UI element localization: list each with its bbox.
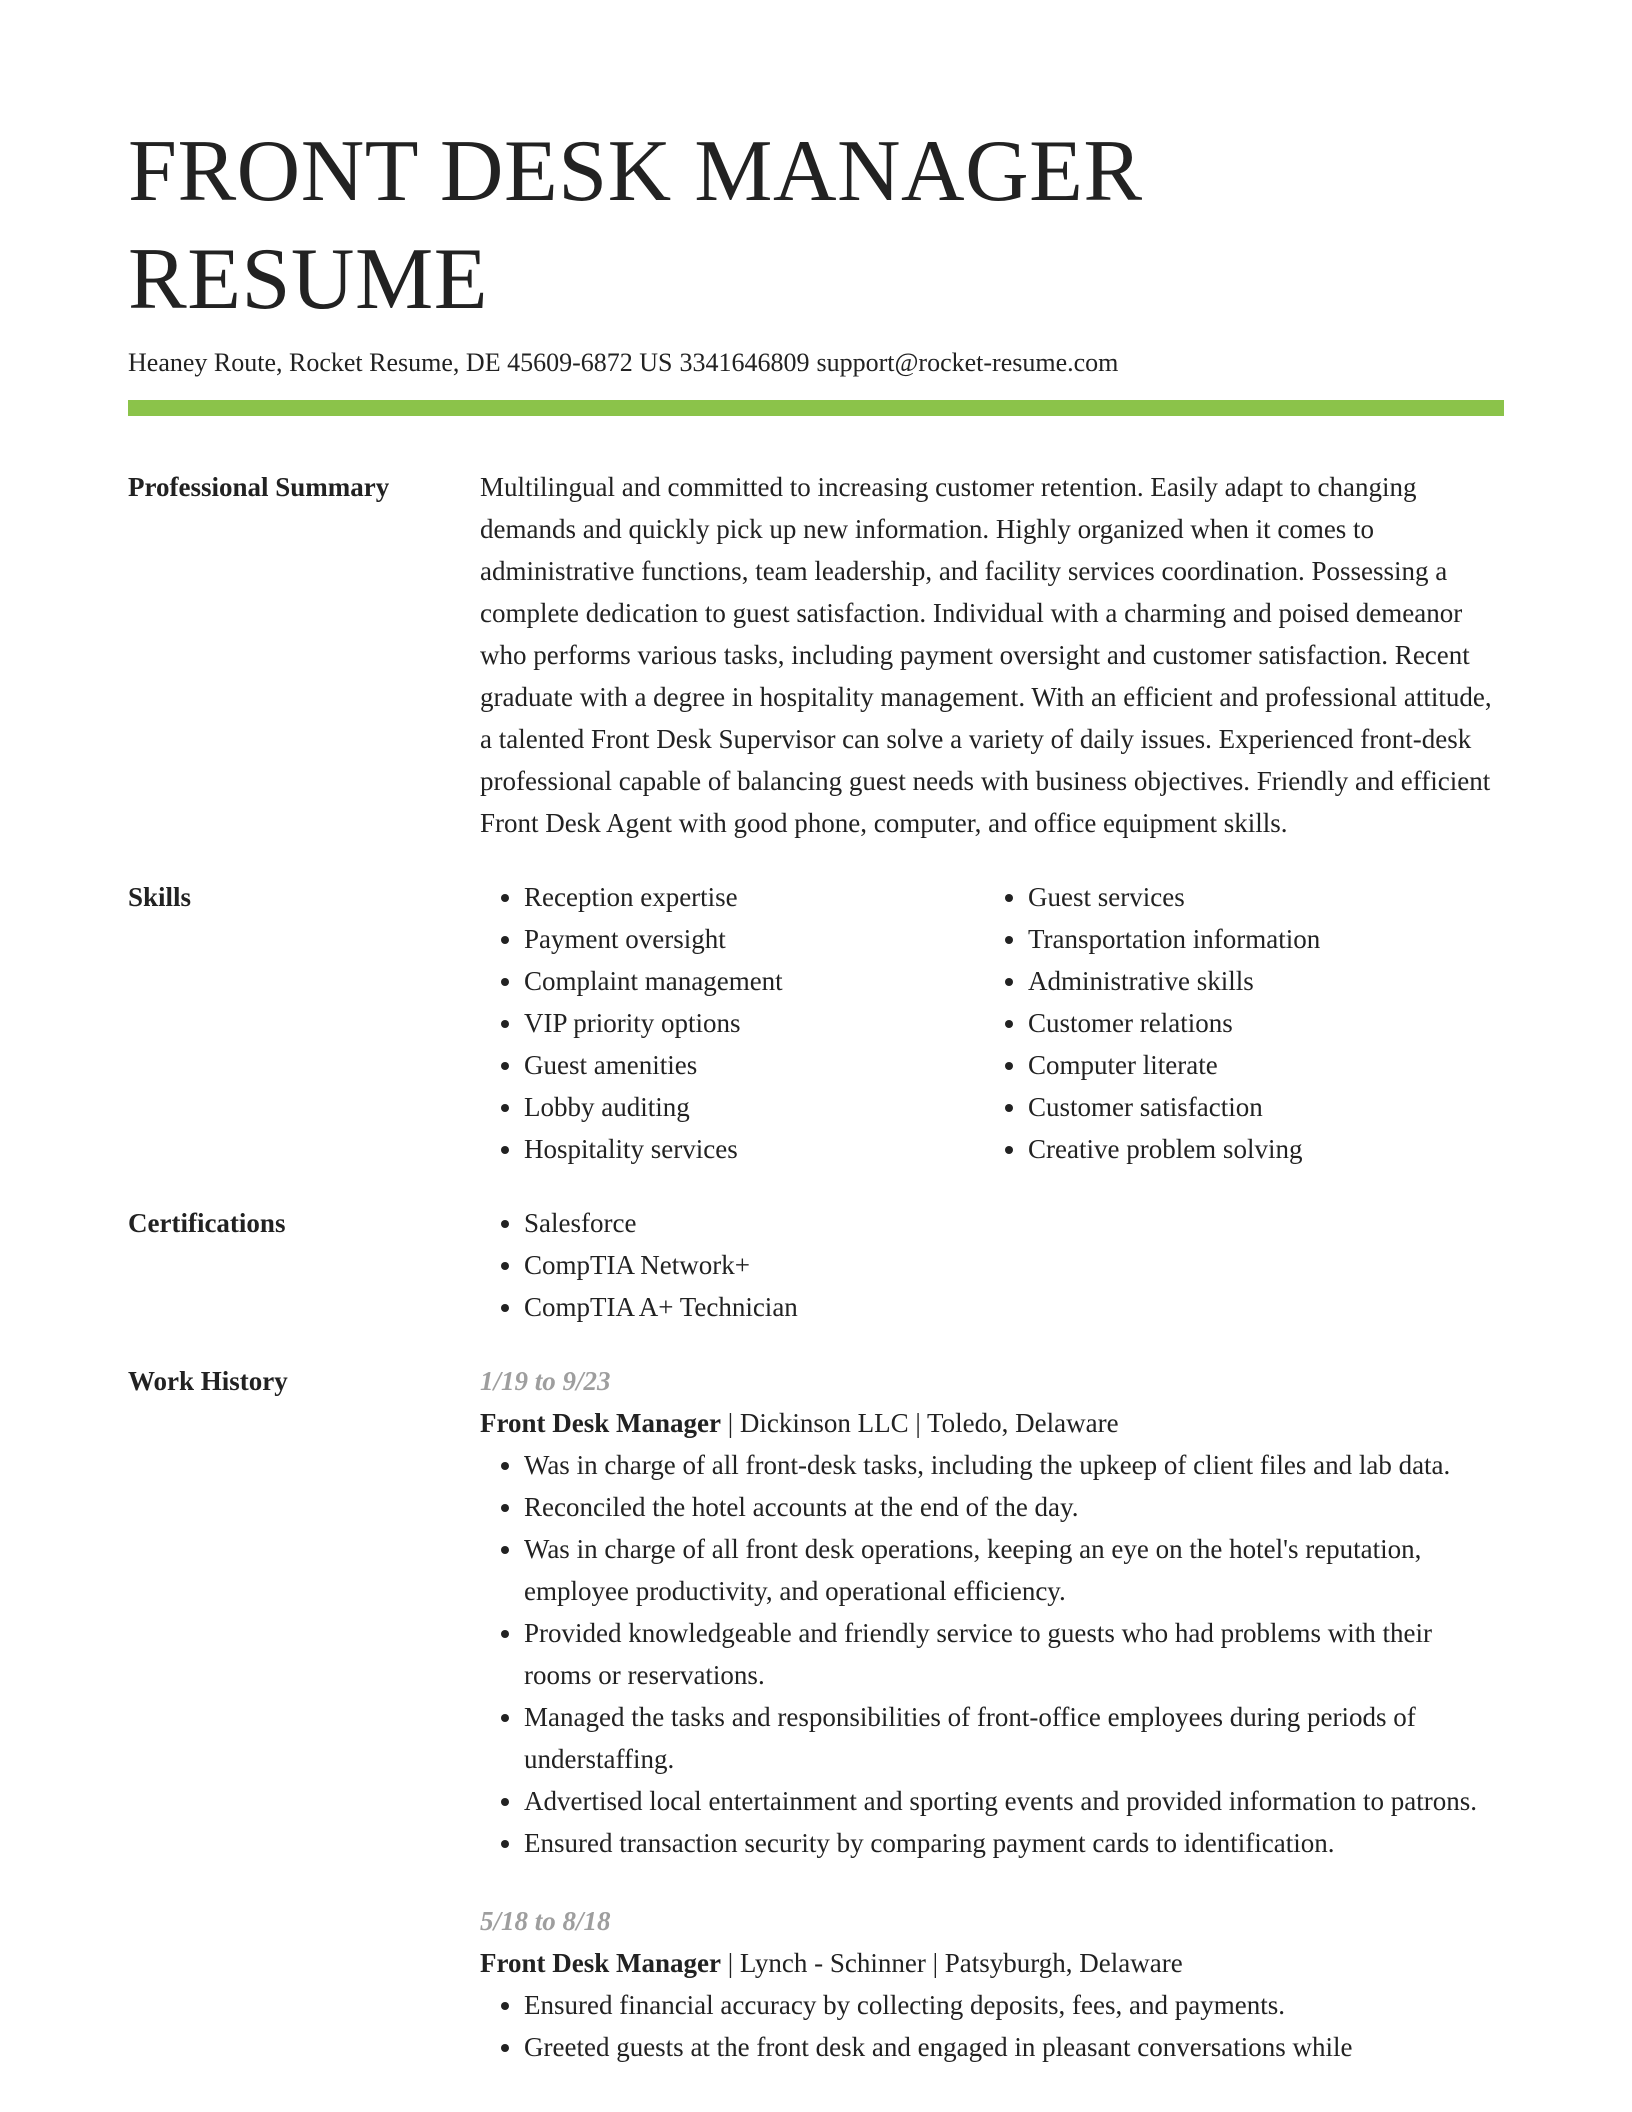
summary-body	[480, 466, 1504, 844]
certification-item: • Salesforce	[524, 1202, 1504, 1244]
job-bullet-list	[480, 1984, 1504, 2068]
contact-line	[128, 346, 1504, 380]
accent-divider	[128, 400, 1504, 416]
job-bullet: • Managed the tasks and responsibilities of front-office employees during periods of understaffing.	[524, 1696, 1504, 1780]
section-label-summary: Professional Summary	[128, 472, 390, 502]
skill-item: • Guest amenities	[524, 1044, 984, 1086]
job-entry	[480, 1900, 1504, 2068]
skill-item: • Payment oversight	[524, 918, 984, 960]
job-bullet-list	[480, 1444, 1504, 1864]
work-history-body	[480, 1360, 1504, 2104]
section-certifications	[128, 1202, 1504, 1328]
contact-email: support@rocket-resume.com	[816, 348, 1119, 377]
skill-item: • Administrative skills	[1028, 960, 1488, 1002]
certifications-body	[480, 1202, 1504, 1328]
section-work-history	[128, 1360, 1504, 2104]
contact-address: Heaney Route, Rocket Resume, DE 45609-6872 US	[128, 348, 673, 377]
skill-item: • Guest services	[1028, 876, 1488, 918]
section-label-work-history: Work History	[128, 1366, 288, 1396]
skill-item: • Transportation information	[1028, 918, 1488, 960]
contact-phone: 3341646809	[679, 348, 810, 377]
job-title: Front Desk Manager	[480, 1408, 721, 1438]
skill-item: • Creative problem solving	[1028, 1128, 1488, 1170]
job-bullet: • Was in charge of all front desk operations, keeping an eye on the hotel's reputation, employee productivity, and operational efficiency.	[524, 1528, 1504, 1612]
skills-grid	[480, 876, 1504, 1170]
skill-item: • Customer satisfaction	[1028, 1086, 1488, 1128]
job-bullet: • Reconciled the hotel accounts at the end of the day.	[524, 1486, 1504, 1528]
job-bullet: • Greeted guests at the front desk and engaged in pleasant conversations while	[524, 2026, 1504, 2068]
skill-item: • VIP priority options	[524, 1002, 984, 1044]
skill-item: • Customer relations	[1028, 1002, 1488, 1044]
job-heading	[480, 1942, 1504, 1984]
section-skills	[128, 876, 1504, 1170]
resume-title: FRONT DESK MANAGER RESUME	[128, 123, 1143, 328]
skill-item: • Complaint management	[524, 960, 984, 1002]
job-details: | Dickinson LLC | Toledo, Delaware	[727, 1408, 1119, 1438]
skill-item: • Hospitality services	[524, 1128, 984, 1170]
skill-item: • Reception expertise	[524, 876, 984, 918]
job-dates: 1/19 to 9/23	[480, 1366, 611, 1396]
section-label-skills: Skills	[128, 882, 192, 912]
job-bullet: • Was in charge of all front-desk tasks, including the upkeep of client files and lab data.	[524, 1444, 1504, 1486]
skills-body	[480, 876, 1504, 1170]
section-professional-summary	[128, 466, 1504, 844]
job-bullet: • Ensured financial accuracy by collecting deposits, fees, and payments.	[524, 1984, 1504, 2026]
section-label-certifications: Certifications	[128, 1208, 286, 1238]
skill-item: • Lobby auditing	[524, 1086, 984, 1128]
job-bullet: • Advertised local entertainment and sporting events and provided information to patrons.	[524, 1780, 1504, 1822]
certification-item: • CompTIA Network+	[524, 1244, 1504, 1286]
job-entry	[480, 1360, 1504, 1864]
skills-list-right	[984, 876, 1488, 1170]
certifications-list	[480, 1202, 1504, 1328]
skills-list-left	[480, 876, 984, 1170]
resume-header	[128, 0, 1504, 416]
job-heading	[480, 1402, 1504, 1444]
job-dates: 5/18 to 8/18	[480, 1906, 611, 1936]
certification-item: • CompTIA A+ Technician	[524, 1286, 1504, 1328]
job-details: | Lynch - Schinner | Patsyburgh, Delaware	[727, 1948, 1183, 1978]
skill-item: • Computer literate	[1028, 1044, 1488, 1086]
summary-text: Multilingual and committed to increasing customer retention. Easily adapt to changing demands and quickly pick up new information. Highly organized when it comes to administrative functions, team leadership, and facility services coordination. Possessing a complete dedication to guest satisfaction. Individual with a charming and poised demeanor who performs various tasks, including payment oversight and customer satisfaction. Recent graduate with a degree in hospitality management. With an efficient and professional attitude, a talented Front Desk Supervisor can solve a variety of daily issues. Experienced front-desk professional capable of balancing guest needs with business objectives. Friendly and efficient Front Desk Agent with good phone, computer, and office equipment skills.	[480, 472, 1492, 838]
job-bullet: • Ensured transaction security by comparing payment cards to identification.	[524, 1822, 1504, 1864]
job-title: Front Desk Manager	[480, 1948, 721, 1978]
job-bullet: • Provided knowledgeable and friendly service to guests who had problems with their rooms or reservations.	[524, 1612, 1504, 1696]
